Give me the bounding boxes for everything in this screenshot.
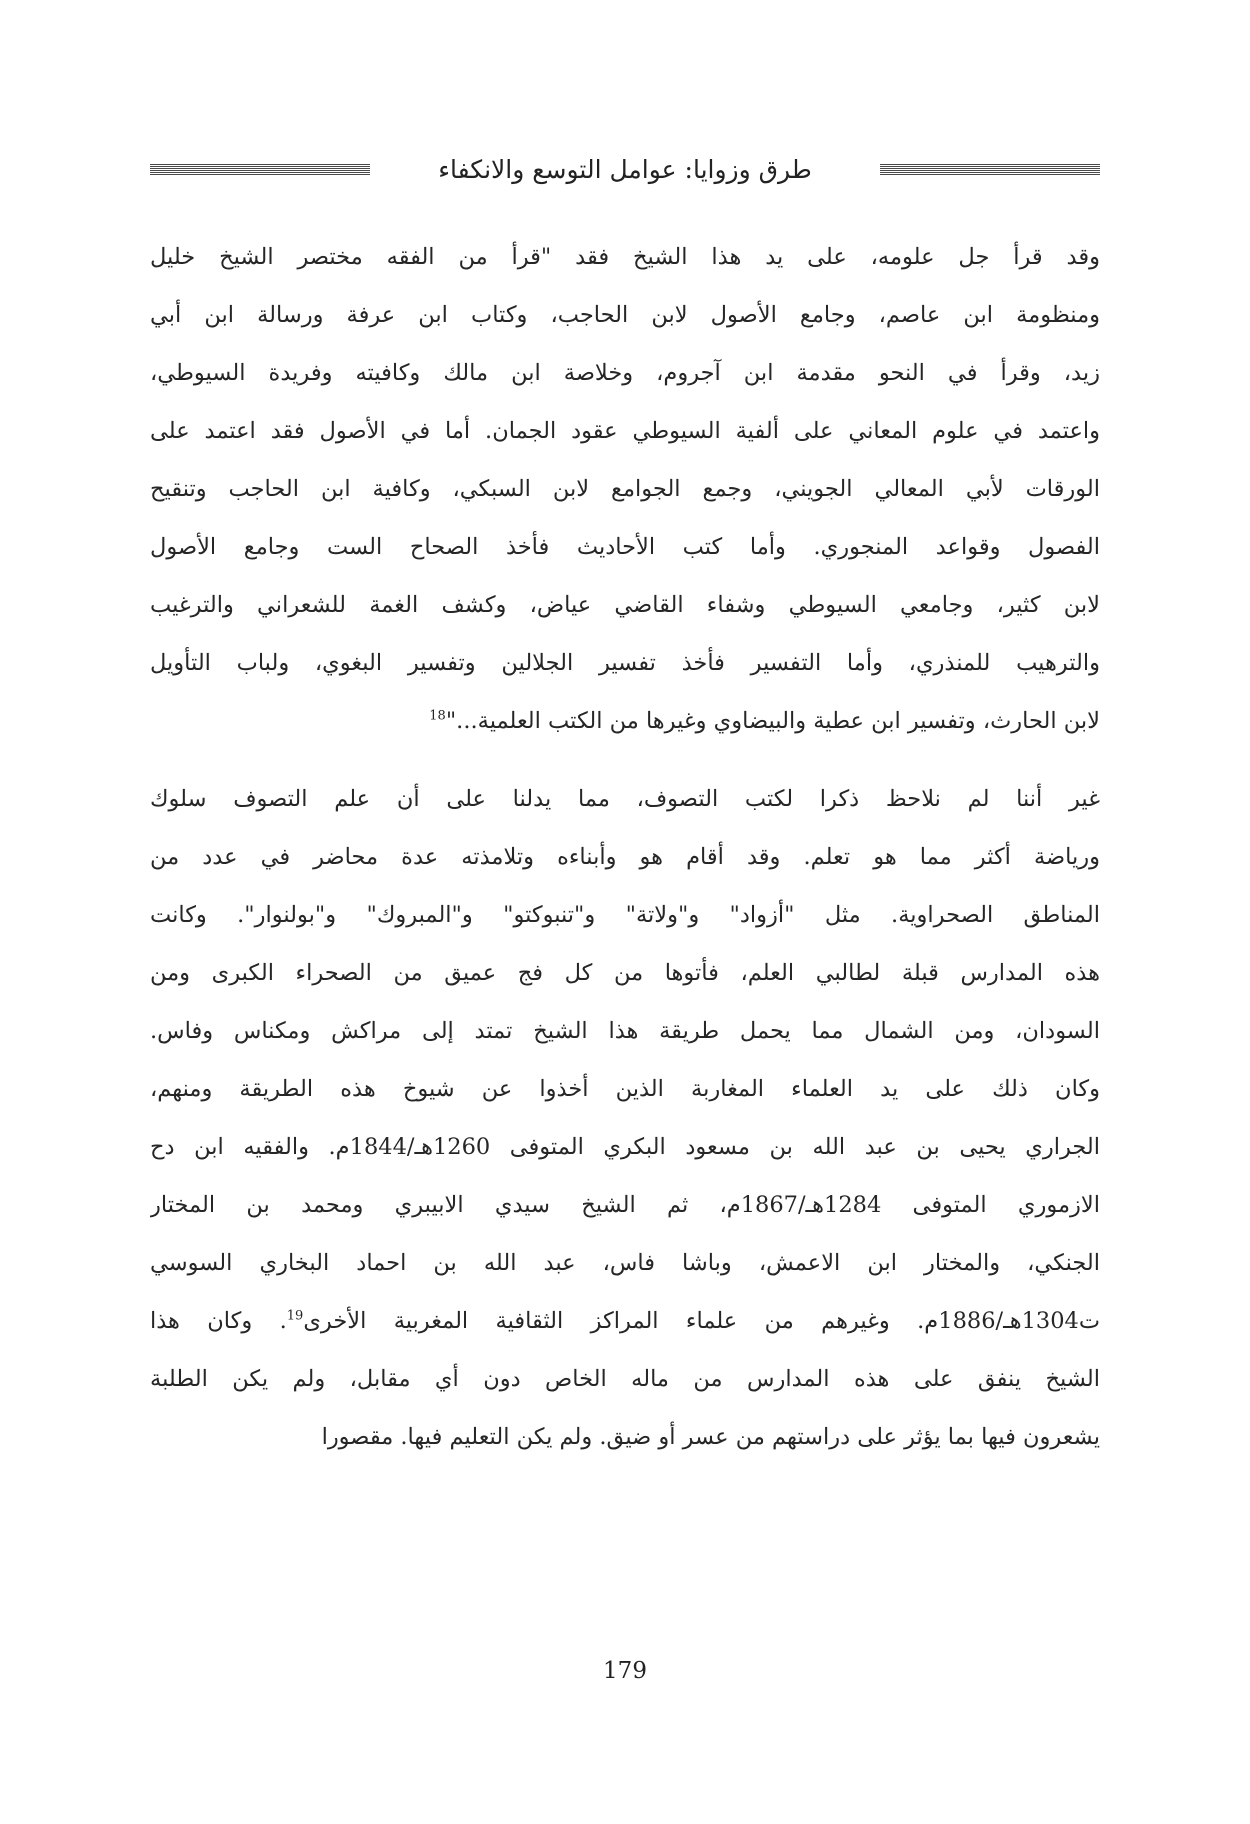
line-text: ت1304هـ/1886م. وغيرهم من علماء المراكز الثقافية المغربية الأخرى (303, 1308, 1100, 1334)
text-line (150, 770, 1100, 828)
text-line (150, 1350, 1100, 1408)
paragraph-gap (150, 750, 1100, 770)
running-header (150, 152, 1100, 192)
line-text: الازموري المتوفى 1284هـ/1867م، ثم الشيخ سيدي الابيبري ومحمد بن المختار (150, 1192, 1100, 1218)
text-line (150, 286, 1100, 344)
footnote-ref: 18 (429, 708, 446, 724)
line-text: وكان ذلك على يد العلماء المغاربة الذين أخذوا عن شيوخ هذه الطريقة ومنهم، (150, 1076, 1100, 1102)
text-line (150, 344, 1100, 402)
line-text: ومنظومة ابن عاصم، وجامع الأصول لابن الحاجب، وكتاب ابن عرفة ورسالة ابن أبي (150, 302, 1100, 328)
line-text: واعتمد في علوم المعاني على ألفية السيوطي عقود الجمان. أما في الأصول فقد اعتمد على (150, 418, 1100, 444)
text-line (150, 1176, 1100, 1234)
text-line (150, 1118, 1100, 1176)
paragraph (150, 770, 1100, 1466)
line-text: الجنكي، والمختار ابن الاعمش، وباشا فاس، عبد الله بن احماد البخاري السوسي (150, 1250, 1100, 1276)
text-line (150, 228, 1100, 286)
line-text: لابن كثير، وجامعي السيوطي وشفاء القاضي عياض، وكشف الغمة للشعراني والترغيب (150, 592, 1100, 618)
text-line (150, 886, 1100, 944)
line-text: ورياضة أكثر مما هو تعلم. وقد أقام هو وأبناءه وتلامذته عدة محاضر في عدد من (150, 844, 1100, 870)
text-line (150, 1292, 1100, 1350)
header-rule-left (150, 164, 370, 175)
line-text: السودان، ومن الشمال مما يحمل طريقة هذا الشيخ تمتد إلى مراكش ومكناس وفاس. (150, 1018, 1100, 1044)
line-text: وقد قرأ جل علومه، على يد هذا الشيخ فقد "قرأ من الفقه مختصر الشيخ خليل (150, 244, 1100, 270)
text-line (150, 518, 1100, 576)
text-line (150, 1408, 1100, 1466)
line-text: يشعرون فيها بما يؤثر على دراستهم من عسر أو ضيق. ولم يكن التعليم فيها. مقصورا (321, 1424, 1100, 1450)
text-line (150, 402, 1100, 460)
text-line (150, 828, 1100, 886)
text-line (150, 634, 1100, 692)
page-number: 179 (603, 1658, 647, 1684)
text-line (150, 1060, 1100, 1118)
line-text: لابن الحارث، وتفسير ابن عطية والبيضاوي وغيرها من الكتب العلمية..." (445, 708, 1100, 734)
line-text: هذه المدارس قبلة لطالبي العلم، فأتوها من كل فج عميق من الصحراء الكبرى ومن (150, 960, 1100, 986)
line-text-after: . وكان هذا (150, 1308, 287, 1334)
footnote-ref: 19 (286, 1308, 304, 1324)
line-text: الشيخ ينفق على هذه المدارس من ماله الخاص دون أي مقابل، ولم يكن الطلبة (150, 1366, 1100, 1392)
text-line (150, 692, 1100, 750)
line-text: زيد، وقرأ في النحو مقدمة ابن آجروم، وخلاصة ابن مالك وكافيته وفريدة السيوطي، (150, 360, 1100, 386)
line-text: الجراري يحيى بن عبد الله بن مسعود البكري المتوفى 1260هـ/1844م. والفقيه ابن دح (150, 1134, 1100, 1160)
header-rule-right (880, 164, 1100, 175)
line-text: غير أننا لم نلاحظ ذكرا لكتب التصوف، مما يدلنا على أن علم التصوف سلوك (150, 786, 1100, 812)
text-line (150, 944, 1100, 1002)
line-text: الفصول وقواعد المنجوري. وأما كتب الأحاديث فأخذ الصحاح الست وجامع الأصول (150, 534, 1100, 560)
text-line (150, 576, 1100, 634)
line-text: المناطق الصحراوية. مثل "أزواد" و"ولاتة" و"تنبوكتو" و"المبروك" و"بولنوار". وكانت (150, 902, 1100, 928)
paragraph (150, 228, 1100, 750)
text-line (150, 1002, 1100, 1060)
text-line (150, 460, 1100, 518)
header-title: طرق وزوايا: عوامل التوسع والانكفاء (438, 155, 812, 184)
line-text: والترهيب للمنذري، وأما التفسير فأخذ تفسير الجلالين وتفسير البغوي، ولباب التأويل (150, 650, 1100, 676)
text-line (150, 1234, 1100, 1292)
line-text: الورقات لأبي المعالي الجويني، وجمع الجوامع لابن السبكي، وكافية ابن الحاجب وتنقيح (150, 476, 1100, 502)
body-text (150, 228, 1100, 1466)
